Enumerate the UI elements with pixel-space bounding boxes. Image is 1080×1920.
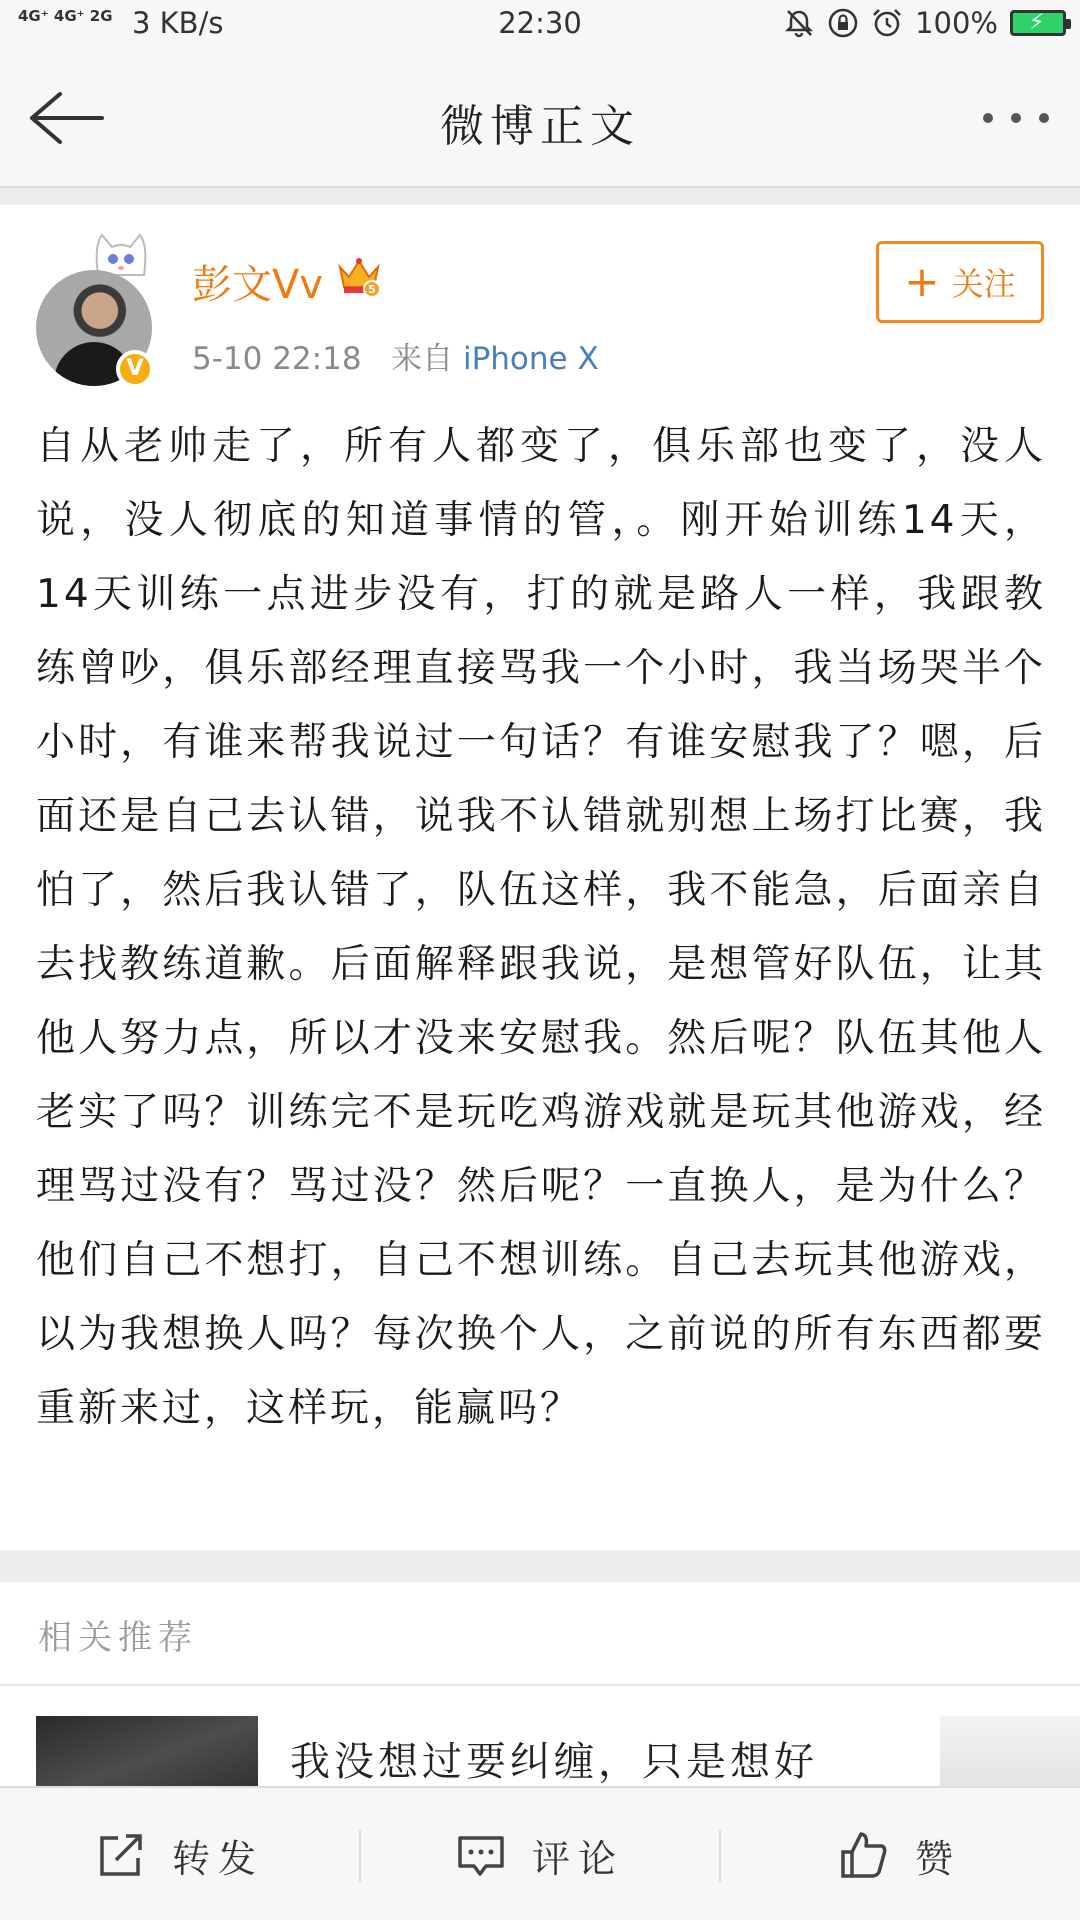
status-bar [0,0,1080,50]
network-indicator: 4G⁺ 4G⁺ 2G [18,7,113,25]
battery-percent: 100% [915,6,998,40]
bottom-action-bar [0,1786,1080,1920]
clock: 22:30 [498,6,582,40]
follow-label: 关注 [951,265,1016,303]
follow-button[interactable] [876,241,1044,323]
status-icons [783,6,1066,40]
comment-label: 评论 [531,1836,624,1881]
post-body-text: 自从老帅走了，所有人都变了，俱乐部也变了，没人说，没人彻底的知道事情的管，。刚开始训练14天，14天训练一点进步没有，打的就是路人一样，我跟教练曾吵，俱乐部经理直接骂我一个小时，我当场哭半个小时，有谁来帮我说过一句话？有谁安慰我了？嗯，后面还是自己去认错，说我不认错就别想上场打比赛，我怕了，然后我认错了，队伍这样，我不能急，后面亲自去找教练道歉。后面解释跟我说，是想管好队伍，让其他人努力点，所以才没来安慰我。然后呢？队伍其他人老实了吗？训练完不是玩吃鸡游戏就是玩其他游戏，经理骂过没有？骂过没？然后呢？一直换人，是为什么？他们自己不想打，自己不想训练。自己去玩其他游戏，以为我想换人吗？每次换个人，之前说的所有东西都要重新来过，这样玩，能赢吗？ [36,424,1046,1431]
post-card [0,205,1080,1550]
network-speed: 3 KB/s [132,6,224,40]
related-section-title: 相关推荐 [38,1618,198,1658]
divider [0,1684,1080,1686]
mute-bell-icon [783,7,815,39]
post-timestamp: 5-10 22:18 [192,341,362,377]
related-headline[interactable]: 我没想过要纠缠，只是想好 [290,1739,818,1785]
battery-icon: ⚡ [1010,10,1066,36]
svg-text:5: 5 [368,283,376,296]
repost-label: 转发 [171,1836,264,1881]
comment-icon [456,1830,506,1880]
like-label: 赞 [914,1836,961,1881]
alarm-clock-icon [871,7,903,39]
thumbs-up-icon [839,1830,889,1880]
comment-button[interactable] [360,1788,720,1920]
like-button[interactable] [720,1788,1080,1920]
repost-button[interactable] [0,1788,360,1920]
author-name[interactable]: 彭文Vv [192,262,324,308]
post-source-link[interactable]: iPhone X [462,341,599,377]
share-icon [96,1830,146,1880]
source-prefix: 来自 [391,341,454,377]
author-avatar-group[interactable] [36,225,176,385]
vip-crown-icon[interactable] [336,253,382,299]
page-title: 微博正文 [440,101,640,152]
verified-badge-icon: V [116,350,154,388]
plus-icon: + [904,257,940,306]
rotation-lock-icon [827,7,859,39]
post-meta [192,333,599,378]
top-nav-bar [0,50,1080,188]
more-options-icon[interactable] [974,90,1058,146]
